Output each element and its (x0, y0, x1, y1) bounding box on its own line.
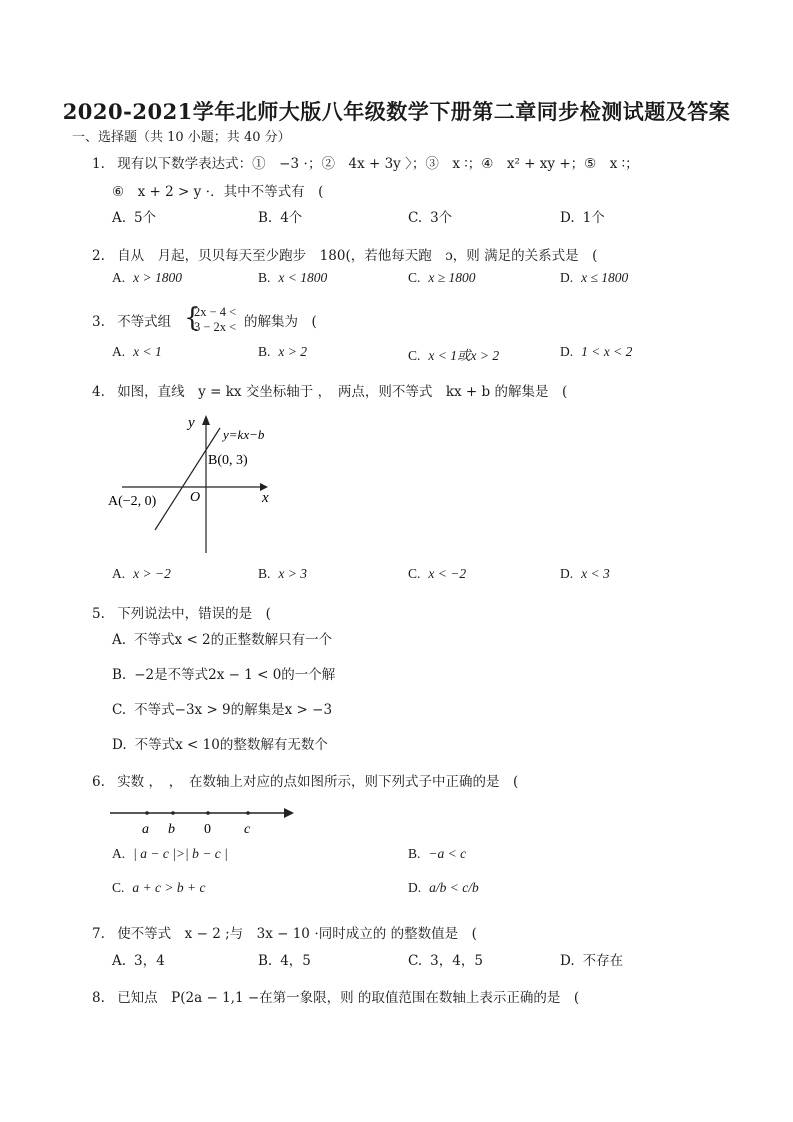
option-b[interactable]: B. −a < c (408, 846, 467, 861)
option-c[interactable]: C. 3，4，5 (408, 953, 483, 969)
question-number: 8. (92, 990, 105, 1006)
section-heading: 一、选择题（共 10 小题；共 40 分） (72, 130, 291, 145)
option-d[interactable]: D. a/b < c/b (408, 880, 479, 895)
x-axis-label: x (262, 490, 269, 506)
option-b[interactable]: B. 4，5 (258, 953, 311, 969)
number-line-figure (110, 800, 310, 840)
option-a[interactable]: A. | a − c |>| b − c | (112, 846, 228, 861)
option-c[interactable]: C. 3个 (408, 210, 453, 226)
option-b[interactable]: B. x < 1800 (258, 270, 328, 285)
option-b[interactable]: B. x > 3 (258, 566, 307, 581)
point-c-label: c (244, 822, 251, 837)
option-a[interactable]: A. x > 1800 (112, 270, 182, 285)
question-text: 实数 ， ， 在数轴上对应的点如图所示，则下列式子中正确的是 ( (117, 774, 519, 790)
question-2 (92, 244, 597, 264)
question-number: 1. (92, 156, 105, 172)
option-d[interactable]: D. 不等式x < 10的整数解有无数个 (112, 737, 328, 753)
option-a[interactable]: A. x < 1 (112, 344, 162, 359)
point-a-label: a (142, 822, 149, 837)
question-number: 6. (92, 774, 105, 790)
option-c[interactable]: C. 不等式−3x > 9的解集是x > −3 (112, 702, 333, 718)
option-b[interactable]: B. x > 2 (258, 344, 307, 359)
brace-icon: { (184, 303, 201, 333)
y-axis-label: y (188, 415, 195, 431)
question-text: 自从 月起，贝贝每天至少跑步 180(，若他每天跑 ɔ，则 满足的关系式是 ( (117, 248, 598, 264)
question-text: 已知点 P(2a − 1,1 −在第一象限，则 的取值范围在数轴上表示正确的是 ( (117, 990, 580, 1006)
question-number: 7. (92, 926, 105, 942)
question-number: 3. (92, 314, 105, 330)
option-d[interactable]: D. x ≤ 1800 (560, 270, 629, 285)
question-number: 4. (92, 384, 105, 400)
question-text: 如图，直线 y = kx 交坐标轴于 ， 两点，则不等式 kx + b 的解集是 ( (117, 384, 568, 400)
question-text: 下列说法中，错误的是 ( (117, 606, 271, 622)
question-3 (92, 310, 171, 330)
option-d[interactable]: D. x < 3 (560, 566, 610, 581)
option-b[interactable]: B. −2是不等式2x − 1 < 0的一个解 (112, 667, 336, 683)
option-a[interactable]: A. 不等式x < 2的正整数解只有一个 (112, 632, 333, 648)
system-top: 2x − 4 < (194, 305, 237, 319)
question-8 (92, 986, 579, 1006)
option-c[interactable]: C. x < 1或x > 2 (408, 348, 500, 363)
document-title: 2020-2021学年北师大版八年级数学下册第二章同步检测试题及答案 (62, 99, 731, 124)
question-1 (92, 152, 639, 172)
point-b-label: b (168, 822, 175, 837)
question-1-line-2: ⑥ x + 2 > y ⋅．其中不等式有 ( (112, 184, 324, 200)
option-d[interactable]: D. 1 < x < 2 (560, 344, 633, 359)
option-b[interactable]: B. 4个 (258, 210, 303, 226)
system-bottom: 3 − 2x < (194, 320, 237, 334)
question-7 (92, 922, 477, 942)
point-a-label: A(−2, 0) (108, 494, 157, 509)
zero-label: 0 (204, 822, 211, 837)
option-c[interactable]: C. x ≥ 1800 (408, 270, 476, 285)
linear-graph-figure (100, 405, 300, 565)
question-number: 5. (92, 606, 105, 622)
option-c[interactable]: C. x < −2 (408, 566, 467, 581)
option-a[interactable]: A. 3，4 (112, 953, 165, 969)
option-d[interactable]: D. 不存在 (560, 953, 624, 969)
question-6 (92, 770, 518, 790)
point-b-label: B(0, 3) (208, 453, 248, 468)
question-prefix: 不等式组 (117, 314, 172, 330)
question-5 (92, 602, 271, 622)
option-d[interactable]: D. 1个 (560, 210, 605, 226)
question-suffix: 的解集为 ( (244, 314, 317, 330)
origin-label: O (190, 490, 201, 505)
option-c[interactable]: C. a + c > b + c (112, 880, 206, 895)
question-number: 2. (92, 248, 105, 264)
question-4 (92, 380, 567, 400)
question-text: 现有以下数学表达式：① −3 ⋅；② 4x + 3y 〉；③ x ∶；④ x² + xy +；⑤ x ∶； (117, 156, 639, 172)
line-equation-label: y=kx−b (223, 427, 265, 442)
question-text: 使不等式 x − 2 ;与 3x − 10 ⋅同时成立的 的整数值是 ( (117, 926, 477, 942)
option-a[interactable]: A. x > −2 (112, 566, 171, 581)
option-a[interactable]: A. 5个 (112, 210, 157, 226)
